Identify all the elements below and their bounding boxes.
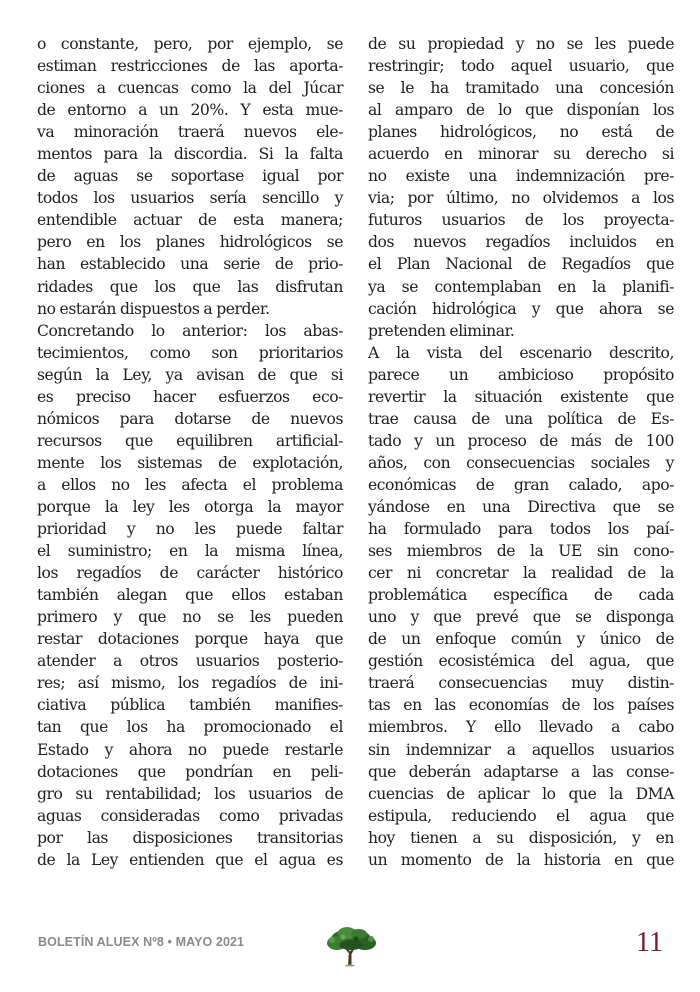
text-line: es preciso hacer esfuerzos eco- bbox=[37, 387, 343, 406]
text-line: restar dotaciones porque haya que bbox=[37, 630, 343, 649]
text-line: revertir la situación existente que bbox=[368, 387, 674, 406]
text-line: de aguas se soportase igual por bbox=[37, 167, 343, 186]
text-line: se le ha tramitado una concesión bbox=[368, 79, 674, 98]
text-line: un momento de la historia en que bbox=[368, 850, 674, 869]
text-line: cuencias de aplicar lo que la DMA bbox=[368, 784, 674, 803]
text-column-right bbox=[368, 33, 674, 871]
text-line: tado y un proceso de más de 100 bbox=[368, 431, 674, 450]
text-line: porque la ley les otorga la mayor bbox=[37, 497, 343, 516]
text-line: atender a otros usuarios posterio- bbox=[37, 652, 343, 671]
text-line: no existe una indemnización pre- bbox=[368, 167, 674, 186]
publication-footer: BOLETÍN ALUEX Nº8 • MAYO 2021 bbox=[38, 935, 245, 949]
text-line: según la Ley, ya avisan de que si bbox=[37, 365, 343, 384]
text-line: trae causa de una política de Es- bbox=[368, 409, 674, 428]
text-line: parece un ambicioso propósito bbox=[368, 365, 674, 384]
text-line: sin indemnizar a aquellos usuarios bbox=[368, 740, 674, 759]
text-line: hoy tienen a su disposición, y en bbox=[368, 828, 674, 847]
text-column-left bbox=[37, 33, 343, 871]
text-line: va minoración traerá nuevos ele- bbox=[37, 123, 343, 142]
text-line: el suministro; en la misma línea, bbox=[37, 542, 343, 561]
text-line: A la vista del escenario descrito, bbox=[368, 343, 674, 362]
text-line: tan que los ha promocionado el bbox=[37, 718, 343, 737]
text-line: de entorno a un 20%. Y esta mue- bbox=[37, 101, 343, 120]
text-line: res; así mismo, los regadíos de ini- bbox=[37, 674, 343, 693]
text-line: traerá consecuencias muy distin- bbox=[368, 674, 674, 693]
text-line: a ellos no les afecta el problema bbox=[37, 475, 343, 494]
text-line: Estado y ahora no puede restarle bbox=[37, 740, 343, 759]
text-line: restringir; todo aquel usuario, que bbox=[368, 57, 674, 76]
text-line: los regadíos de carácter histórico bbox=[37, 564, 343, 583]
text-line: gestión ecosistémica del agua, que bbox=[368, 652, 674, 671]
text-line: tas en las economías de los países bbox=[368, 696, 674, 715]
text-line: por las disposiciones transitorias bbox=[37, 828, 343, 847]
text-line: primero y que no se les pueden bbox=[37, 608, 343, 627]
text-line: ciativa pública también manifies- bbox=[37, 696, 343, 715]
text-line: gro su rentabilidad; los usuarios de bbox=[37, 784, 343, 803]
text-line: años, con consecuencias sociales y bbox=[368, 453, 674, 472]
text-line: entendible actuar de esta manera; bbox=[37, 211, 343, 230]
text-line: yándose en una Directiva que se bbox=[368, 497, 674, 516]
paragraph-end-line: no estarán dispuestos a perder. bbox=[37, 299, 270, 318]
text-line: de la Ley entienden que el agua es bbox=[37, 850, 343, 869]
text-line: también alegan que ellos estaban bbox=[37, 586, 343, 605]
text-line: tecimientos, como son prioritarios bbox=[37, 343, 343, 362]
text-line: pero en los planes hidrológicos se bbox=[37, 233, 343, 252]
text-line: ya se contemplaban en la planifi- bbox=[368, 277, 674, 296]
text-line: estipula, reduciendo el agua que bbox=[368, 806, 674, 825]
text-line: todos los usuarios sería sencillo y bbox=[37, 189, 343, 208]
text-line: ciones a cuencas como la del Júcar bbox=[37, 79, 343, 98]
text-line: dotaciones que pondrían en peli- bbox=[37, 762, 343, 781]
text-line: uno y que prevé que se disponga bbox=[368, 608, 674, 627]
text-line: que deberán adaptarse a las conse- bbox=[368, 762, 674, 781]
text-line: planes hidrológicos, no está de bbox=[368, 123, 674, 142]
text-line: acuerdo en minorar su derecho si bbox=[368, 145, 674, 164]
text-line: Concretando lo anterior: los abas- bbox=[37, 321, 343, 340]
text-line: de su propiedad y no se les puede bbox=[368, 35, 674, 53]
text-line: nómicos para dotarse de nuevos bbox=[37, 409, 343, 428]
text-line: dos nuevos regadíos incluidos en bbox=[368, 233, 674, 252]
text-line: aguas consideradas como privadas bbox=[37, 806, 343, 825]
text-line: prioridad y no les puede faltar bbox=[37, 520, 343, 539]
text-line: recursos que equilibren artificial- bbox=[37, 431, 343, 450]
text-line: cer ni concretar la realidad de la bbox=[368, 564, 674, 583]
text-line: via; por último, no olvidemos a los bbox=[368, 189, 674, 208]
text-line: mentos para la discordia. Si la falta bbox=[37, 145, 343, 164]
text-line: ha formulado para todos los paí- bbox=[368, 520, 674, 539]
text-line: miembros. Y ello llevado a cabo bbox=[368, 718, 674, 737]
text-line: ridades que los que las disfrutan bbox=[37, 277, 343, 296]
text-line: han establecido una serie de prio- bbox=[37, 255, 343, 274]
text-line: problemática específica de cada bbox=[368, 586, 674, 605]
page-number: 11 bbox=[636, 927, 663, 958]
paragraph-end-line: pretenden eliminar. bbox=[368, 321, 515, 340]
text-line: estiman restricciones de las aporta- bbox=[37, 57, 343, 76]
text-line: al amparo de lo que disponían los bbox=[368, 101, 674, 120]
text-line: o constante, pero, por ejemplo, se bbox=[37, 35, 343, 53]
text-line: de un enfoque común y único de bbox=[368, 630, 674, 649]
text-line: futuros usuarios de los proyecta- bbox=[368, 211, 674, 230]
text-line: mente los sistemas de explotación, bbox=[37, 453, 343, 472]
tree-icon bbox=[323, 925, 379, 967]
tree-foliage bbox=[327, 927, 376, 950]
text-line: el Plan Nacional de Regadíos que bbox=[368, 255, 674, 274]
text-line: ses miembros de la UE sin cono- bbox=[368, 542, 674, 561]
text-line: económicas de gran calado, apo- bbox=[368, 475, 674, 494]
text-line: cación hidrológica y que ahora se bbox=[368, 299, 674, 318]
